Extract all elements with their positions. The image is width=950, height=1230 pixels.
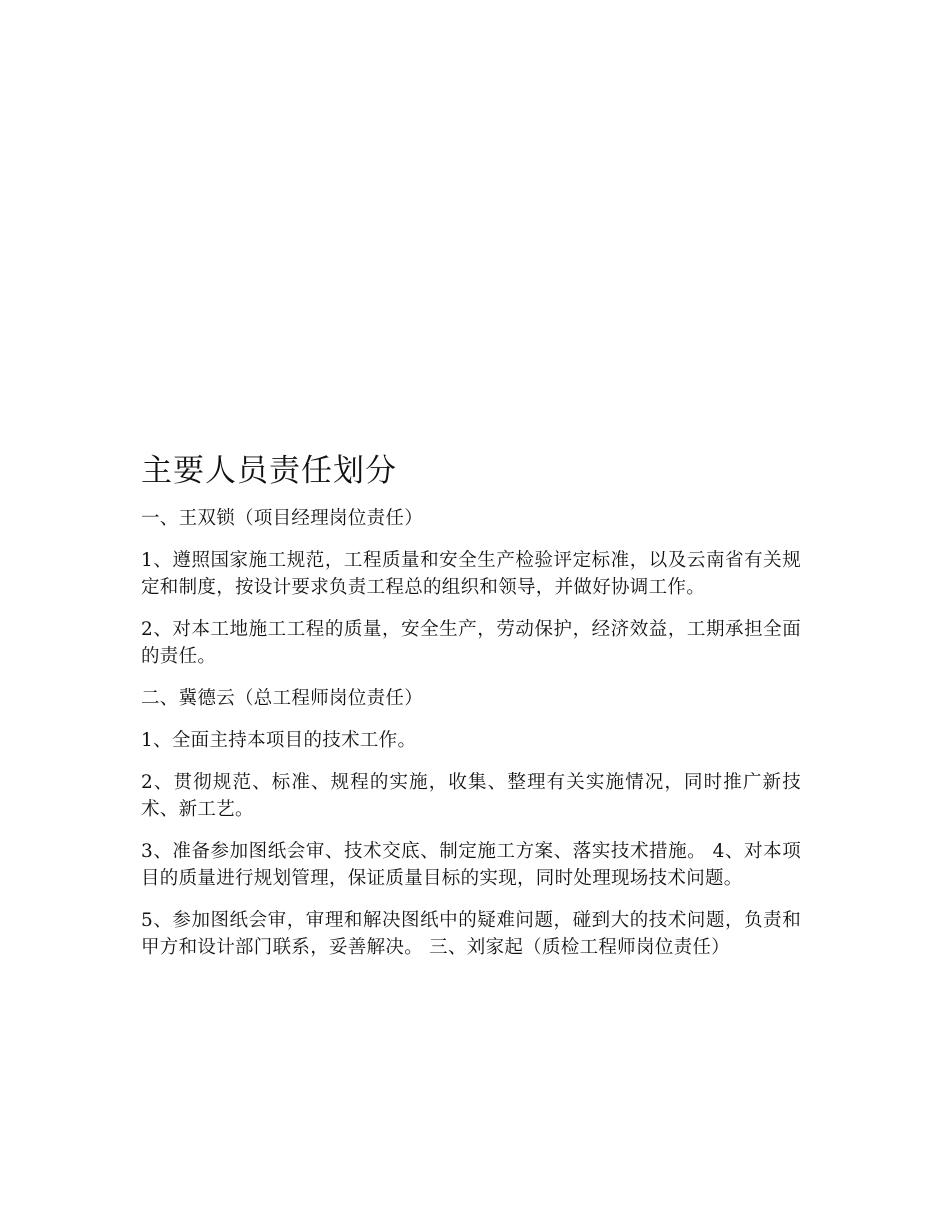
paragraph: 1、遵照国家施工规范，工程质量和安全生产检验评定标准，以及云南省有关规定和制度，按设计要求负责工程总的组织和领导，并做好协调工作。 — [141, 550, 801, 598]
paragraph: 3、准备参加图纸会审、技术交底、制定施工方案、落实技术措施。 4、对本项目的质量进行规划管理，保证质量目标的实现，同时处理现场技术问题。 — [141, 841, 801, 889]
paragraph: 5、参加图纸会审，审理和解决图纸中的疑难问题，碰到大的技术问题，负责和甲方和设计部门联系，妥善解决。 三、刘家起（质检工程师岗位责任） — [141, 910, 801, 958]
document-body — [141, 448, 801, 976]
section-heading-wang: 一、王双锁（项目经理岗位责任） — [141, 508, 424, 529]
document-title: 主要人员责任划分 — [141, 453, 397, 489]
paragraph: 2、贯彻规范、标准、规程的实施，收集、整理有关实施情况，同时推广新技术、新工艺。 — [141, 772, 801, 820]
paragraph: 2、对本工地施工工程的质量，安全生产，劳动保护，经济效益，工期承担全面的责任。 — [141, 619, 801, 667]
section-heading-ji: 二、冀德云（总工程师岗位责任） — [141, 688, 424, 709]
paragraph: 1、全面主持本项目的技术工作。 — [141, 730, 417, 751]
